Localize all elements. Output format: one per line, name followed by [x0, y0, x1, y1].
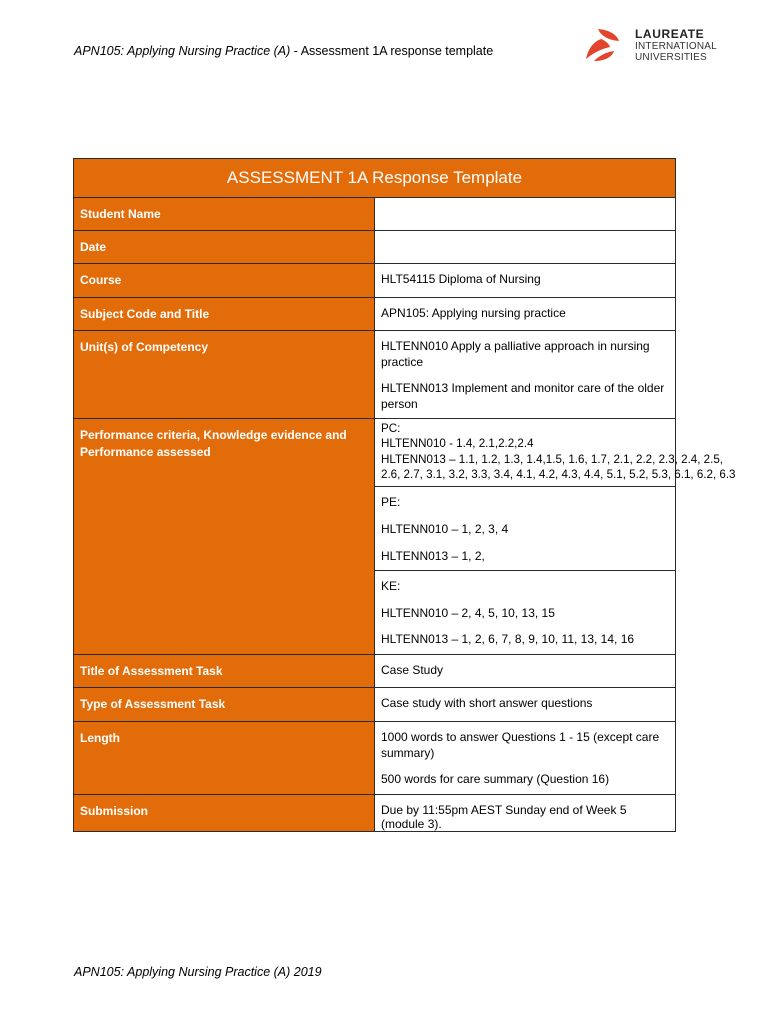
table-row	[74, 231, 676, 264]
pc-block	[375, 419, 736, 487]
table-row	[74, 687, 676, 721]
page-header	[74, 44, 493, 58]
length-line-1: 1000 words to answer Questions 1 - 15 (except care summary)	[381, 729, 660, 760]
ke-block	[375, 571, 676, 655]
pe-block	[375, 487, 676, 571]
table-row	[74, 198, 676, 231]
pc-line-1: HLTENN010 - 1.4, 2.1,2.2,2.4	[381, 437, 534, 451]
table-row	[74, 654, 676, 687]
table-title-row	[74, 159, 676, 198]
table-row	[74, 298, 676, 331]
table-row	[74, 264, 676, 298]
table-row	[74, 794, 676, 831]
laureate-logo	[584, 27, 724, 67]
pc-line-3: 2.6, 2.7, 3.1, 3.2, 3.3, 3.4, 4.1, 4.2, 4.3, 4.4, 5.1, 5.2, 5.3, 6.1, 6.2, 6.3	[381, 467, 736, 481]
pe-heading: PE:	[381, 495, 401, 510]
label-performance: Performance criteria, Knowledge evidence and Performance assessed	[74, 419, 375, 655]
label-subject: Subject Code and Title	[74, 298, 375, 331]
logo-line-2: INTERNATIONAL	[635, 41, 717, 52]
label-task-title: Title of Assessment Task	[74, 654, 375, 687]
label-length: Length	[74, 721, 375, 794]
label-course: Course	[74, 264, 375, 298]
task-type-value: Case study with short answer questions	[375, 687, 676, 721]
table-row	[74, 721, 676, 794]
pe-line-2: HLTENN013 – 1, 2,	[381, 548, 485, 563]
logo-line-1: LAUREATE	[635, 27, 705, 41]
student-name-field[interactable]	[375, 198, 676, 231]
subject-value: APN105: Applying nursing practice	[375, 298, 676, 331]
date-field[interactable]	[375, 231, 676, 264]
length-value	[375, 721, 676, 794]
assessment-template-table	[73, 158, 736, 832]
length-line-2: 500 words for care summary (Question 16)	[381, 772, 610, 787]
ke-line-2: HLTENN013 – 1, 2, 6, 7, 8, 9, 10, 11, 13, 14, 16	[381, 632, 635, 647]
logo-line-3: UNIVERSITIES	[635, 52, 707, 63]
label-units: Unit(s) of Competency	[74, 331, 375, 419]
header-subject: APN105: Applying Nursing Practice (A)	[74, 44, 291, 58]
header-doc-title: Assessment 1A response template	[300, 44, 494, 58]
ke-heading: KE:	[381, 579, 401, 594]
pc-heading: PC:	[381, 422, 401, 436]
label-task-type: Type of Assessment Task	[74, 687, 375, 721]
page-footer: APN105: Applying Nursing Practice (A) 2019	[74, 965, 322, 979]
logo-wordmark	[635, 28, 717, 63]
table-title: ASSESSMENT 1A Response Template	[74, 159, 676, 198]
ke-line-1: HLTENN010 – 2, 4, 5, 10, 13, 15	[381, 605, 555, 620]
laureate-leaf-icon	[584, 27, 620, 63]
unit-line-2: HLTENN013 Implement and monitor care of the older person	[381, 381, 665, 411]
submission-value: Due by 11:55pm AEST Sunday end of Week 5 (module 3).	[375, 794, 676, 831]
label-student-name: Student Name	[74, 198, 375, 231]
label-submission: Submission	[74, 794, 375, 831]
label-date: Date	[74, 231, 375, 264]
unit-line-1: HLTENN010 Apply a palliative approach in nursing practice	[381, 339, 650, 369]
pc-line-2: HLTENN013 – 1.1, 1.2, 1.3, 1.4,1.5, 1.6, 1.7, 2.1, 2.2, 2.3, 2.4, 2.5,	[381, 452, 724, 466]
units-value	[375, 331, 676, 419]
header-separator: -	[290, 44, 301, 58]
task-title-value: Case Study	[375, 654, 676, 687]
pe-line-1: HLTENN010 – 1, 2, 3, 4	[381, 521, 509, 536]
course-value: HLT54115 Diploma of Nursing	[375, 264, 676, 298]
table-row	[74, 331, 676, 419]
table-row	[74, 419, 676, 487]
